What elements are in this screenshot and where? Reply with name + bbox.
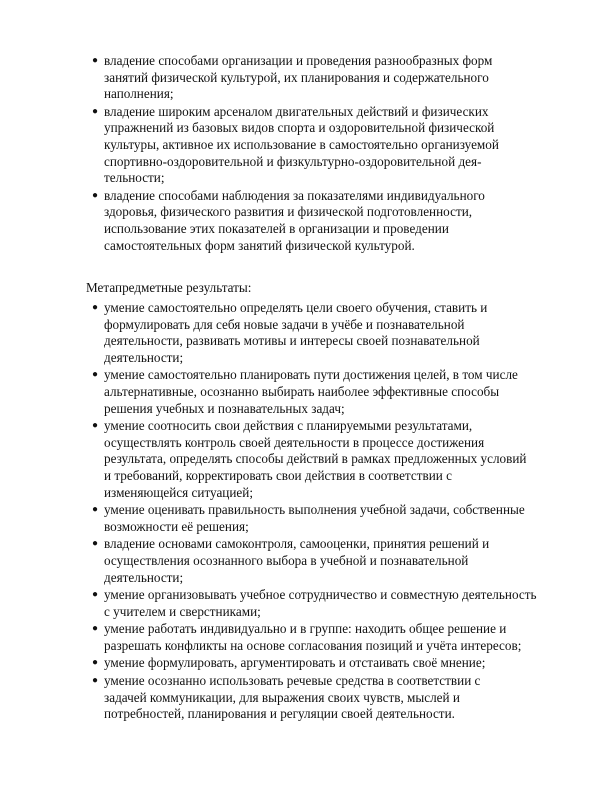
bullet-icon: ●	[92, 623, 99, 635]
list-item-text: владение способами наблюдения за показателями индивидуального здоровья, физического развития и физической подготовленности, использование этих показателей в организации и проведении самостоятельных форм занятий физической культурой.	[104, 187, 485, 253]
bullet-icon: ●	[92, 369, 99, 381]
section-heading: Метапредметные результаты:	[86, 280, 252, 295]
list-item-text: умение самостоятельно планировать пути достижения целей, в том числе альтернативные, осознанно выбирать наиболее эффективные способы решения учебных и познавательных задач;	[104, 367, 518, 416]
list-item	[92, 53, 572, 103]
list-item	[92, 621, 572, 654]
list-item-text: умение самостоятельно определять цели своего обучения, ставить и формулировать для себя новые задачи в учёбе и познавательной деятельности, развивать мотивы и интересы своей познавательной деятельности;	[104, 300, 488, 365]
list-item-text: умение соотносить свои действия с планируемыми результатами, осуществлять контроль своей деятельности в процессе достижения результата, определять способы действий в рамках предложенных условий и требований, корректировать свои действия в соответствии с изменяющейся ситуацией;	[104, 418, 527, 500]
bullet-icon: ●	[92, 55, 99, 66]
bullet-icon: ●	[92, 538, 99, 550]
bullet-icon: ●	[92, 105, 99, 117]
list-item-text: умение организовывать учебное сотрудничество и совместную деятельность с учителем и сверстниками;	[104, 587, 537, 619]
bullet-icon: ●	[92, 302, 99, 313]
list-item-text: умение работать индивидуально и в группе: находить общее решение и разрешать конфликты на основе согласования позиций и учёта интересов;	[104, 621, 522, 653]
metasubject-results-list	[92, 300, 572, 724]
list-item	[92, 300, 572, 366]
list-item	[92, 655, 572, 672]
bullet-icon: ●	[92, 420, 99, 432]
list-item-text: умение формулировать, аргументировать и отстаивать своё мнение;	[104, 655, 486, 671]
list-item	[92, 587, 572, 620]
list-item	[92, 673, 572, 723]
list-item-text: владение широким арсеналом двигательных действий и физических упражнений из базовых видов спорта и оздоровительной физической культуры, активное их использование в самостоятельно организуемой спортивно-оздоровительной и физкультурно-оздоровительной дея- тельности;	[104, 103, 499, 186]
list-item	[92, 187, 572, 254]
bullet-icon: ●	[92, 657, 99, 669]
bullet-icon: ●	[92, 504, 99, 516]
bullet-icon: ●	[92, 189, 99, 201]
list-item	[92, 418, 572, 501]
list-item-text: владение основами самоконтроля, самооценки, принятия решений и осуществления осознанного выбора в учебной и познавательной деятельности;	[104, 536, 490, 585]
skills-list	[92, 53, 572, 255]
list-item	[92, 367, 572, 417]
list-item-text: владение способами организации и проведения разнообразных форм занятий физической культурой, их планирования и содержательного наполнения;	[104, 53, 493, 102]
list-item	[92, 502, 572, 535]
list-item	[92, 103, 572, 187]
list-item	[92, 536, 572, 586]
list-item-text: умение оценивать правильность выполнения учебной задачи, собственные возможности её решения;	[104, 502, 525, 534]
bullet-icon: ●	[92, 675, 99, 687]
bullet-icon: ●	[92, 589, 99, 601]
list-item-text: умение осознанно использовать речевые средства в соответствии с задачей коммуникации, для выражения своих чувств, мыслей и потребностей, планирования и регуляции своей деятельности.	[104, 673, 481, 722]
